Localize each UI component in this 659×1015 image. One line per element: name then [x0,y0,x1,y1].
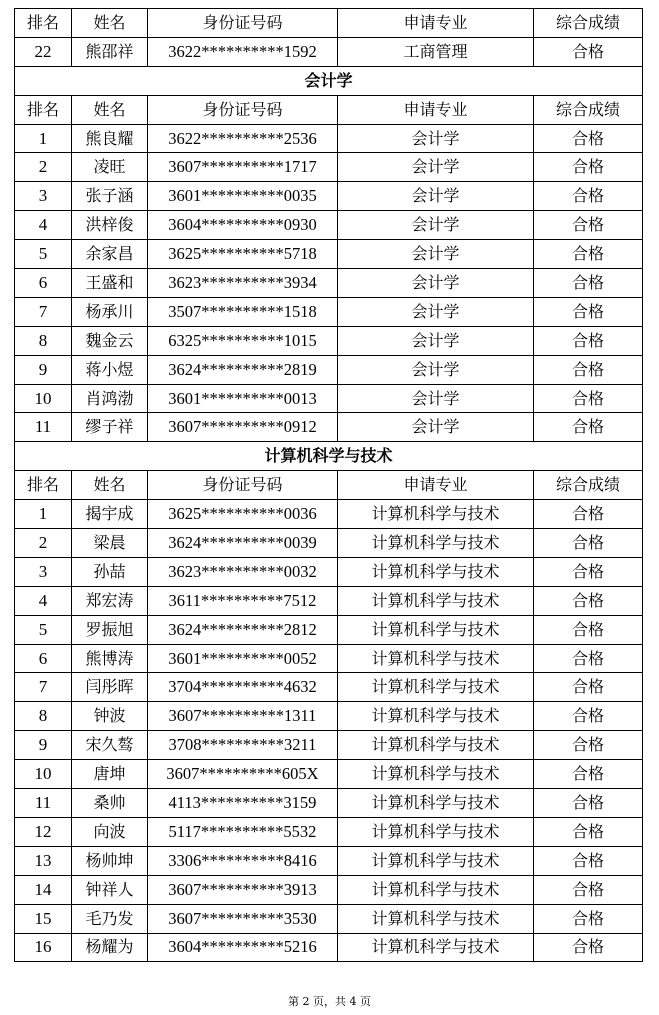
id-number-cell: 3622**********1592 [148,37,338,66]
result-cell: 合格 [534,673,643,702]
rank-cell: 9 [15,355,72,384]
id-number-cell: 3604**********0930 [148,211,338,240]
major-cell: 会计学 [338,124,534,153]
table-row [15,586,643,615]
column-header: 申请专业 [338,95,534,124]
name-cell: 唐坤 [72,760,148,789]
major-cell: 会计学 [338,269,534,298]
name-cell: 梁晨 [72,529,148,558]
table-row [15,153,643,182]
major-cell: 会计学 [338,355,534,384]
rank-cell: 10 [15,384,72,413]
table-row [15,702,643,731]
major-cell: 会计学 [338,153,534,182]
result-cell: 合格 [534,240,643,269]
result-cell: 合格 [534,702,643,731]
name-cell: 王盛和 [72,269,148,298]
section-title-row [15,66,643,95]
rank-cell: 6 [15,644,72,673]
major-cell: 会计学 [338,182,534,211]
name-cell: 熊邵祥 [72,37,148,66]
major-cell: 计算机科学与技术 [338,817,534,846]
rank-cell: 7 [15,673,72,702]
name-cell: 毛乃发 [72,904,148,933]
rank-cell: 11 [15,789,72,818]
table-row [15,557,643,586]
rank-cell: 15 [15,904,72,933]
name-cell: 杨帅坤 [72,846,148,875]
result-cell: 合格 [534,731,643,760]
rank-cell: 7 [15,297,72,326]
column-header: 身份证号码 [148,471,338,500]
rank-cell: 22 [15,37,72,66]
name-cell: 张子涵 [72,182,148,211]
id-number-cell: 3607**********605X [148,760,338,789]
major-cell: 会计学 [338,240,534,269]
result-cell: 合格 [534,37,643,66]
result-cell: 合格 [534,586,643,615]
table-row [15,615,643,644]
major-cell: 计算机科学与技术 [338,846,534,875]
name-cell: 蒋小煜 [72,355,148,384]
rank-cell: 3 [15,557,72,586]
id-number-cell: 3607**********1311 [148,702,338,731]
name-cell: 杨承川 [72,297,148,326]
column-header: 综合成绩 [534,9,643,38]
major-cell: 计算机科学与技术 [338,557,534,586]
rank-cell: 3 [15,182,72,211]
result-cell: 合格 [534,182,643,211]
id-number-cell: 3601**********0052 [148,644,338,673]
table-row [15,933,643,962]
rank-cell: 16 [15,933,72,962]
id-number-cell: 3601**********0035 [148,182,338,211]
result-cell: 合格 [534,615,643,644]
column-header: 姓名 [72,9,148,38]
major-cell: 会计学 [338,413,534,442]
result-cell: 合格 [534,124,643,153]
table-row [15,846,643,875]
result-cell: 合格 [534,326,643,355]
name-cell: 熊博涛 [72,644,148,673]
rank-cell: 6 [15,269,72,298]
page-footer: 第 2 页，共 4 页 [288,995,371,1008]
id-number-cell: 4113**********3159 [148,789,338,818]
table-row [15,731,643,760]
name-cell: 凌旺 [72,153,148,182]
major-cell: 计算机科学与技术 [338,644,534,673]
id-number-cell: 3625**********0036 [148,500,338,529]
table-body [15,9,643,962]
id-number-cell: 3607**********3530 [148,904,338,933]
major-cell: 会计学 [338,326,534,355]
id-number-cell: 3622**********2536 [148,124,338,153]
major-cell: 计算机科学与技术 [338,789,534,818]
id-number-cell: 3623**********3934 [148,269,338,298]
admission-results-table [14,8,643,962]
id-number-cell: 5117**********5532 [148,817,338,846]
major-cell: 计算机科学与技术 [338,586,534,615]
major-cell: 计算机科学与技术 [338,529,534,558]
name-cell: 罗振旭 [72,615,148,644]
major-cell: 计算机科学与技术 [338,673,534,702]
document-page [14,8,642,962]
table-row [15,269,643,298]
name-cell: 杨耀为 [72,933,148,962]
column-header: 排名 [15,471,72,500]
result-cell: 合格 [534,760,643,789]
result-cell: 合格 [534,557,643,586]
id-number-cell: 3611**********7512 [148,586,338,615]
column-header: 综合成绩 [534,95,643,124]
name-cell: 宋久骜 [72,731,148,760]
result-cell: 合格 [534,789,643,818]
result-cell: 合格 [534,846,643,875]
table-row [15,904,643,933]
column-header: 申请专业 [338,471,534,500]
major-cell: 会计学 [338,297,534,326]
major-cell: 计算机科学与技术 [338,904,534,933]
rank-cell: 14 [15,875,72,904]
table-header-row [15,471,643,500]
name-cell: 揭宇成 [72,500,148,529]
name-cell: 钟波 [72,702,148,731]
name-cell: 熊良耀 [72,124,148,153]
rank-cell: 2 [15,529,72,558]
name-cell: 魏金云 [72,326,148,355]
table-row [15,673,643,702]
name-cell: 钟祥人 [72,875,148,904]
table-row [15,182,643,211]
rank-cell: 5 [15,240,72,269]
major-cell: 计算机科学与技术 [338,933,534,962]
result-cell: 合格 [534,413,643,442]
id-number-cell: 3607**********3913 [148,875,338,904]
rank-cell: 2 [15,153,72,182]
rank-cell: 12 [15,817,72,846]
table-row [15,789,643,818]
id-number-cell: 3306**********8416 [148,846,338,875]
result-cell: 合格 [534,644,643,673]
table-header-row [15,9,643,38]
column-header: 排名 [15,95,72,124]
section-title-row [15,442,643,471]
table-row [15,384,643,413]
id-number-cell: 3601**********0013 [148,384,338,413]
rank-cell: 9 [15,731,72,760]
column-header: 排名 [15,9,72,38]
result-cell: 合格 [534,211,643,240]
table-row [15,529,643,558]
id-number-cell: 3704**********4632 [148,673,338,702]
table-row [15,326,643,355]
id-number-cell: 3607**********0912 [148,413,338,442]
result-cell: 合格 [534,875,643,904]
id-number-cell: 3708**********3211 [148,731,338,760]
rank-cell: 8 [15,702,72,731]
result-cell: 合格 [534,500,643,529]
result-cell: 合格 [534,817,643,846]
table-row [15,355,643,384]
column-header: 姓名 [72,95,148,124]
name-cell: 闫彤晖 [72,673,148,702]
name-cell: 洪梓俊 [72,211,148,240]
id-number-cell: 3604**********5216 [148,933,338,962]
rank-cell: 13 [15,846,72,875]
result-cell: 合格 [534,153,643,182]
table-header-row [15,95,643,124]
column-header: 身份证号码 [148,9,338,38]
column-header: 身份证号码 [148,95,338,124]
major-cell: 计算机科学与技术 [338,731,534,760]
table-row [15,37,643,66]
rank-cell: 4 [15,211,72,240]
id-number-cell: 6325**********1015 [148,326,338,355]
rank-cell: 10 [15,760,72,789]
result-cell: 合格 [534,933,643,962]
section-title: 会计学 [15,66,643,95]
name-cell: 余家昌 [72,240,148,269]
result-cell: 合格 [534,355,643,384]
rank-cell: 5 [15,615,72,644]
table-row [15,211,643,240]
id-number-cell: 3607**********1717 [148,153,338,182]
result-cell: 合格 [534,269,643,298]
rank-cell: 11 [15,413,72,442]
id-number-cell: 3624**********0039 [148,529,338,558]
rank-cell: 8 [15,326,72,355]
table-row [15,240,643,269]
name-cell: 向波 [72,817,148,846]
column-header: 综合成绩 [534,471,643,500]
table-row [15,297,643,326]
major-cell: 工商管理 [338,37,534,66]
major-cell: 计算机科学与技术 [338,615,534,644]
table-row [15,760,643,789]
section-title: 计算机科学与技术 [15,442,643,471]
table-row [15,644,643,673]
name-cell: 肖鸿渤 [72,384,148,413]
major-cell: 计算机科学与技术 [338,500,534,529]
id-number-cell: 3624**********2819 [148,355,338,384]
major-cell: 会计学 [338,384,534,413]
name-cell: 缪子祥 [72,413,148,442]
rank-cell: 1 [15,124,72,153]
major-cell: 计算机科学与技术 [338,875,534,904]
result-cell: 合格 [534,529,643,558]
id-number-cell: 3624**********2812 [148,615,338,644]
table-row [15,817,643,846]
major-cell: 计算机科学与技术 [338,760,534,789]
name-cell: 郑宏涛 [72,586,148,615]
id-number-cell: 3625**********5718 [148,240,338,269]
id-number-cell: 3623**********0032 [148,557,338,586]
major-cell: 计算机科学与技术 [338,702,534,731]
column-header: 姓名 [72,471,148,500]
major-cell: 会计学 [338,211,534,240]
id-number-cell: 3507**********1518 [148,297,338,326]
table-row [15,413,643,442]
result-cell: 合格 [534,297,643,326]
name-cell: 孙喆 [72,557,148,586]
result-cell: 合格 [534,904,643,933]
name-cell: 桑帅 [72,789,148,818]
table-row [15,124,643,153]
table-row [15,500,643,529]
result-cell: 合格 [534,384,643,413]
rank-cell: 4 [15,586,72,615]
table-row [15,875,643,904]
rank-cell: 1 [15,500,72,529]
column-header: 申请专业 [338,9,534,38]
